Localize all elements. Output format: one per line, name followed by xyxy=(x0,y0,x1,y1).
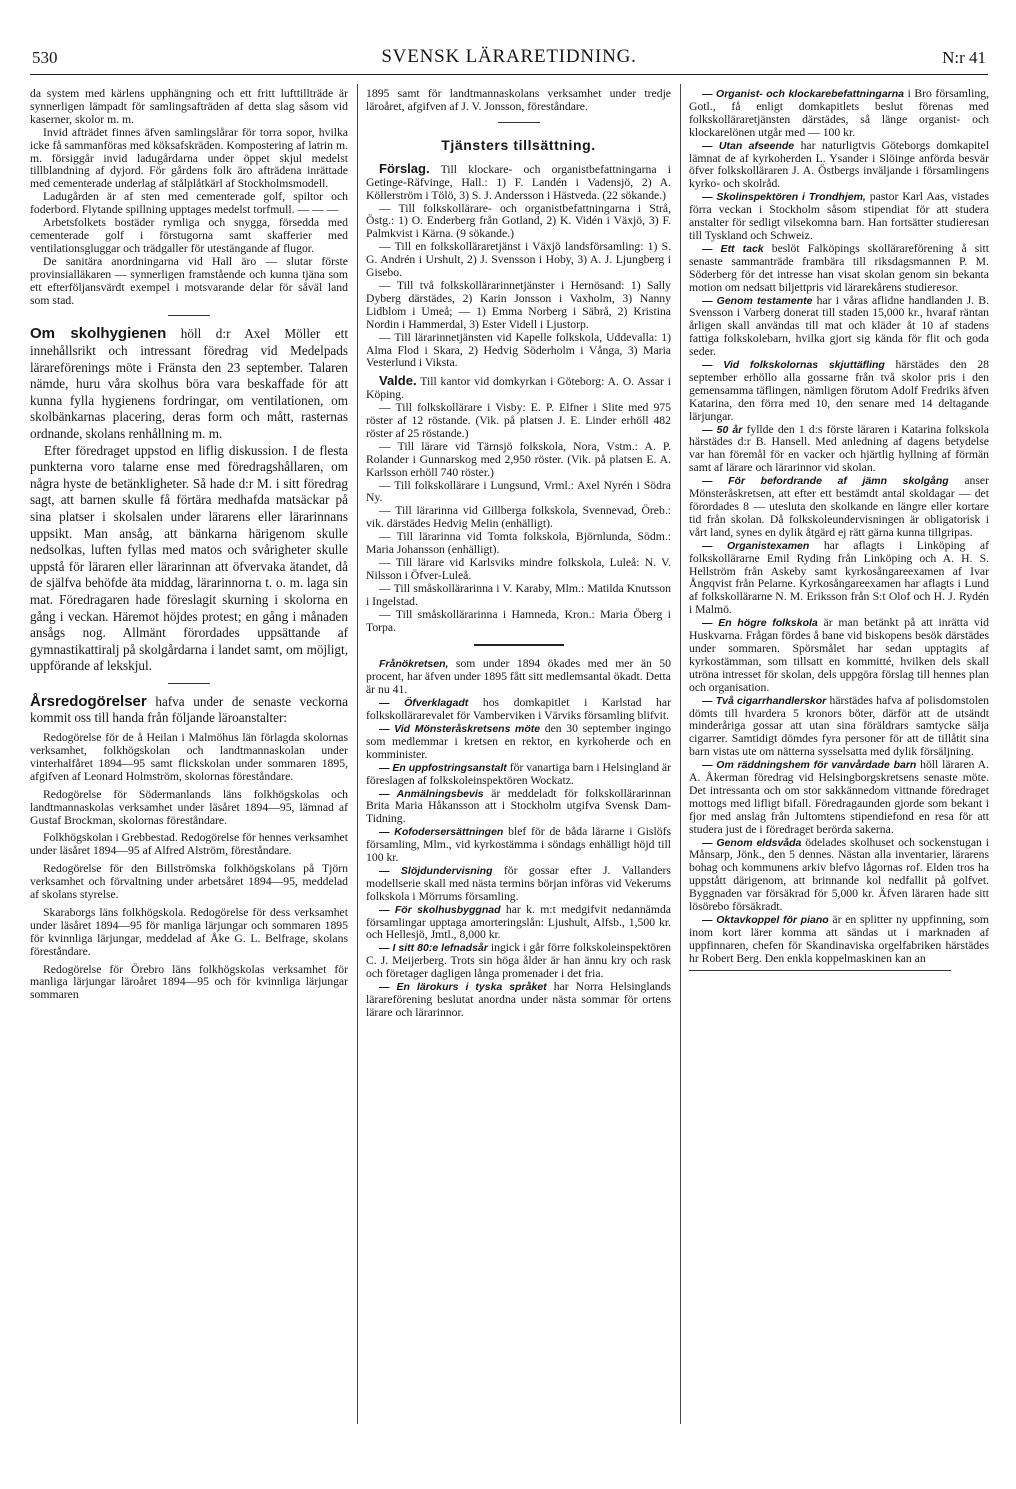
news-item xyxy=(689,759,989,836)
news-text: är man betänkt på att inrätta vid Huskvarna. Frågan fördes å bane vid biskopens besök därstädes under sommaren. Spörsmålet har sedan upptagits af kyrkostämman, som tillsatt en kommitté, hvilken dels skall utröna intresset för skolan, dels uppgöra förslag till hennes plan och organisation. xyxy=(689,616,989,694)
report-entry: Skaraborgs läns folkhögskola. Redogörelse för dess verksamhet under läsåret 1894—95 för manliga lärjungar och sommaren 1895 för kvinnliga lärjungar, meddelad af Åke G. L. Belfrage, skolans föreståndare. xyxy=(30,905,348,958)
appointment-entry: — Till lärare vid Tärnsjö folkskola, Nora, Vstm.: A. P. Rolander i Gunnarskog med 2,950 röster. (Vik. på platsen E. A. Karlsson erhöll 740 röster.) xyxy=(366,439,671,479)
section-divider xyxy=(168,315,210,316)
publication-title: SVENSK LÄRARETIDNING. xyxy=(381,46,637,67)
news-item xyxy=(689,140,989,192)
section-divider-thick xyxy=(474,644,564,646)
news-item xyxy=(689,295,989,360)
report-entry: Redogörelse för de å Heilan i Malmöhus län förlagda skolornas verksamhet, folkhögskolan och landtmannaskolan under vinterhalfåret 1894—95 samt flickskolan under sommaren 1895, afgifven af Leonard Holmström, skolornas föreståndare. xyxy=(30,731,348,783)
news-text: har aflagts i Linköping af folkskollärarne Emil Ryding från Linköping och A. H. S. Hellström från Askeby samt kyrkosångareexamen af Ivar Ångqvist från Pelarne. Kyrkosångareexamen har aflagts i Lund af folkskollärarne N. M. Eriksson från S:t Olof och H. J. Rydén i Malmö. xyxy=(689,538,989,617)
news-text: ödelades skolhuset och sockenstugan i Månsarp, Jönk., den 5 dennes. Nästan alla inventarier, lärarens bohag och kommunens arkiv blefvo lågornas rof. Elden tros ha uppstått därigenom, att brinnande kol nedfallit på golfvet. Byggnaden var försäkrad för 5,000 kr. Äfven läraren hade sitt lösörebo försäkradt. xyxy=(689,835,989,914)
news-item xyxy=(689,540,989,617)
news-item xyxy=(689,617,989,694)
paragraph: 1895 samt för landtmannaskolans verksamhet under tredje läroåret, afgifven af J. V. Jonsson, föreståndare. xyxy=(366,88,671,113)
news-item xyxy=(689,88,989,140)
column-left xyxy=(30,88,348,1428)
column-divider-1 xyxy=(357,84,358,1424)
news-keyword: — Två cigarrhandlerskor xyxy=(702,694,827,707)
news-keyword: — Oktavkoppel för piano xyxy=(702,914,829,926)
news-text: har Norra Helsinglands lärareförening beslutat anordna under nästa sommar för ortens lärare och lärarinnor. xyxy=(366,980,671,1019)
section-heading: Tjänsters tillsättning. xyxy=(441,136,596,153)
article-arsredogorelser xyxy=(30,694,348,727)
news-item xyxy=(366,723,671,762)
news-text: pastor Karl Aas, vistades förra veckan i Stockholm såsom stipendiat för att studera anstalter för sedligt vilsekomna barn. Han fortsätter studieresan till Tyskland och Schweiz. xyxy=(689,190,989,242)
entry-text: Till kantor vid domkyrkan i Göteborg: A. O. Assar i Köping. xyxy=(366,375,671,402)
news-text: är meddeladt för folkskollärarinnan Brita Maria Håkansson att i Stockholm utgifva Svensk Dam-Tidning. xyxy=(366,786,671,826)
news-item xyxy=(366,942,671,981)
article-skolhygienen xyxy=(30,326,348,442)
paragraph: Arbetsfolkets bostäder rymliga och snygga, försedda med cementerade golf i förstugorna samt skafferier med ventilationsgluggar och trädgaller för utestängande af flugor. xyxy=(30,216,348,255)
news-item xyxy=(689,914,989,966)
news-item xyxy=(366,904,671,943)
article-text: hafva under de senaste veckorna kommit oss till handa från följande läroanstalter: xyxy=(30,693,348,726)
news-text: den 30 september ingingo som medlemmar i kretsen en rektor, en kyrkoherde och en komminister. xyxy=(366,721,671,761)
news-keyword: — Öfverklagadt xyxy=(379,697,469,710)
entry-lead: Förslag. xyxy=(379,160,430,176)
appointment-entry: — Till folkskollärare- och organistbefattningarna i Strå, Östg.: 1) O. Enderberg från Gotland, 2) K. Vidén i Växjö, 3) F. Palmkvist i Kärna. (9 sökande.) xyxy=(366,201,671,241)
news-item xyxy=(689,475,989,540)
news-text: härstädes hafva af polisdomstolen dömts till hvardera 5 kronors böter, därför att de utsändt minderåriga gossar att utan sina föräldrars samtycke sälja cigarrer. Samtidigt dömdes fyra personer för att de tillåtit sina barn vistas ute om nätterna sysselsatta med dylik försäljning. xyxy=(689,693,989,759)
news-keyword: — Vid folkskolornas skjuttäfling xyxy=(702,359,885,372)
news-keyword: — 50 år xyxy=(702,423,743,436)
report-entry: Folkhögskolan i Grebbestad. Redogörelse för hennes verksamhet under läsåret 1894—95 af Alfred Alström, föreståndare. xyxy=(30,831,348,858)
appointment-entry: — Till lärarinna vid Tomta folkskola, Björnlunda, Södm.: Maria Johansson (enhälligt). xyxy=(366,530,671,557)
news-keyword: — Slöjdundervisning xyxy=(379,864,493,877)
news-text: i Bro församling, Gotl., få enligt domkapitlets beslut förenas med folkskolläraretjänsten därstädes, så länge organist- och klockarelönen utgår med — 100 kr. xyxy=(689,88,989,139)
news-keyword: — Genom eldsvåda xyxy=(702,836,802,849)
news-item xyxy=(366,697,671,723)
appointment-entry: — Till småskollärarinna i V. Karaby, Mlm.: Matilda Knutsson i Ingelstad. xyxy=(366,581,671,608)
article-lead: Årsredogörelser xyxy=(30,692,147,710)
news-keyword: — Vid Mönsteråskretsens möte xyxy=(379,722,541,735)
news-text: som under 1894 ökades med mer än 50 procent, har äfven under 1895 fått sitt medlemsantal ökadt. Detta är nu 41. xyxy=(366,657,671,697)
entry-lead: Valde. xyxy=(379,373,417,389)
news-item xyxy=(689,243,989,295)
news-text: höll läraren A. A. Åkerman föredrag vid Helsingborgskretsens senaste möte. Det intressanta och om stor sakkännedom vittnande föredraget mottogs med lifligt bifall. Föredragaunden gjorde som bekant i fjor med anslag från Jultomtens stipendiefond en resa för att studera just de i föredraget berörda sakerna. xyxy=(689,758,989,836)
paragraph: Efter föredraget uppstod en liflig diskussion. I de flesta punkterna voro talarne ense med föredragshållaren, om några hyste de betänkligheter. Så hade d:r M. i sitt föredrag sagt, att barnen skulle få förtära medhafda matsäckar på sina platser i skolsalen under lärarens eller lärarinnans uppsikt. Man ansåg, att bänkarna härigenom skulle nedsolkas, luften fyllas med matos och svårigheter skulle uppstå för läraren eller lärarinnan att öfvervaka ätandet, då de själfva behöfde äta middag, lärarinnorna t. o. m. laga sin mat. Föredragaren hade föreslagit skurning i skolorna en gång i veckan. Häremot höjdes protest; en gång i månaden ansågs nog. Allmänt förordades uppsättande af gymnastikattiralj på skolgårdarna i landet samt, om möjligt, uppförande af lekskjul. xyxy=(30,442,348,674)
article-lead: Om skolhygienen xyxy=(30,325,167,343)
entry-valde xyxy=(366,375,671,402)
news-item xyxy=(366,788,671,827)
news-text: har naturligtvis Göteborgs domkapitel lämnat de af kyrkoherden L. Ysander i Slöinge anförda besvär öfver folkskolläraren J. A. Östbergs inväljande i församlingens kyrko- och skolråd. xyxy=(689,138,989,191)
news-keyword: — Utan afseende xyxy=(702,139,795,152)
page-header xyxy=(30,44,988,75)
news-item xyxy=(689,837,989,914)
news-keyword: — För skolhusbyggnad xyxy=(379,903,501,916)
news-keyword: — Organist- och klockarebefattningarna xyxy=(702,88,905,100)
news-keyword: — En uppfostringsanstalt xyxy=(379,761,507,774)
news-item xyxy=(366,865,671,904)
news-keyword: — En lärokurs i tyska språket xyxy=(379,981,547,994)
appointment-entry: — Till lärarinnetjänsten vid Kapelle folkskola, Uddevalla: 1) Alma Flod i Skara, 2) Hedvig Söderholm i Vånga, 3) Maria Vesterlund i Viksta. xyxy=(366,330,671,370)
news-keyword: — Anmälningsbevis xyxy=(379,787,484,800)
news-item xyxy=(689,695,989,760)
column-divider-2 xyxy=(680,84,681,1424)
news-item xyxy=(366,658,671,697)
report-entry: Redogörelse för Södermanlands läns folkhögskolas och landtmannaskolas verksamhet under läsåret 1894—95, lämnad af Gustaf Brockman, skolornas föreståndare. xyxy=(30,787,348,827)
news-text: beslöt Falköpings skollärareförening å sitt senaste sammanträde frambära till riksdagsmannen P. M. Söderberg för det intresse han visat skolan genom sin bekanta motion om nedsatt biljettpris vid lärarekårens studieresor. xyxy=(689,241,989,294)
section-divider xyxy=(168,683,210,684)
paragraph: De sanitära anordningarna vid Hall äro — slutar förste provinsialläkaren — synnerligen framstående och kunna tjäna som ett efterföljansvärdt exempel i motsvarande delar för såväl land som stad. xyxy=(30,254,348,307)
news-keyword: — För befordrande af jämn skolgång xyxy=(702,475,949,488)
news-text: har i våras aflidne handlanden J. B. Svensson i Varberg donerat till staden 15,000 kr., hvaraf räntan årligen skall användas till mat och kläder åt 10 af stadens fattiga folkskolebarn, hvilka gjort sig kända för flit och goda seder. xyxy=(689,293,989,359)
news-keyword: — Om räddningshem för vanvårdade barn xyxy=(702,759,917,772)
news-keyword: — Organistexamen xyxy=(702,539,810,552)
news-keyword: — Genom testamente xyxy=(702,294,813,307)
news-text: anser Mönsteråskretsen, att efter ett bestämdt antal skoldagar — det förordades 8 — utesluta den skolkande en längre eller kortare tid från skolan. Då folkskoleundervisningen är obligatorisk i vårt land, synes en dylik åtgärd ej rätt gärna kunna tillgripas. xyxy=(689,474,989,539)
news-item xyxy=(366,826,671,865)
report-entry: Redogörelse för den Billströmska folkhögskolans på Tjörn verksamhet och förvaltning under arbetsåret 1894—95, meddelad af skolans styrelse. xyxy=(30,862,348,902)
news-text: för vanartiga barn i Helsingland är föreslagen af folkskoleinspektören Wockatz. xyxy=(366,760,671,787)
news-keyword: — Skolinspektören i Trondhjem, xyxy=(702,191,866,204)
news-text: fyllde den 1 d:s förste läraren i Katarina folkskola härstädes d:r B. Hansell. Med anledning af dagens betydelse var han föremål för en vacker och hjärtlig hyllning af förmän samt af lärare och lärarinnor vid skolan. xyxy=(689,422,989,475)
issue-number: N:r 41 xyxy=(942,48,986,67)
appointment-entry: — Till lärarinna vid Gillberga folkskola, Svennevad, Öreb.: vik. därstädes Hedvig Melin (enhälligt). xyxy=(366,504,671,531)
paragraph: Ladugården är af sten med cementerade golf, spiltor och foderbord. Flytande spillning upptages medelst torfmull. — — — xyxy=(30,190,348,217)
appointment-entry: — Till småskollärarinna i Hamneda, Kron.: Maria Öberg i Torpa. xyxy=(366,607,671,634)
article-text: höll d:r Axel Möller ett innehållsrikt och intressant föredrag vid Medelpads lärareförenings möte i Fränsta den 23 september. Talaren nämde, huru våra skolhus böra vara beskaffade för att kunna fylla hygienens fordringar, om ventilationen, om skolbänkarnas placering, deras form och mått, rasternas ordnande, skolans renhållning m. m. xyxy=(30,326,348,441)
section-divider xyxy=(498,122,540,123)
news-text: har k. m:t medgifvit nedannämda församlingar upptaga amorteringslån: Ljushult, Alfsb., 1,500 kr. och Hellesjö, Jmtl., 8,000 kr. xyxy=(366,902,671,942)
entry-text: Till klockare- och organistbefattningarna i Getinge-Räfvinge, Hall.: 1) F. Landén i Vadensjö, 2) A. Köllerström i Tölö, 3) S. J. Andersson i Hästveda. (22 sökande.) xyxy=(366,162,671,202)
news-item xyxy=(689,359,989,424)
paragraph: da system med kärlens upphängning och ett fritt lufttillträde är synnerligen lämpadt för samlingsafträden af detta slag såsom vid kaserner, skolor m. m. xyxy=(30,88,348,126)
paragraph: Invid afträdet finnes äfven samlingslårar för torra sopor, hvilka icke få sammanföras med köksafskräden. Kompostering af latrin m. m. försiggår invid ladugårdarna under öppet skjul medelst tillblandning af dyjord. För gårdens folk äro afträdena inrättade med cementerade underlag af stålplåtkärl af Stockholmsmodell. xyxy=(30,125,348,191)
news-text: ingick i går förre folkskoleinspektören C. J. Meijerberg. Trots sin höga ålder är han ännu kry och rask och företager dagligen långa promenader i det fria. xyxy=(366,941,671,981)
news-keyword: — Ett tack xyxy=(702,242,764,255)
appointment-entry: — Till folkskollärare i Visby: E. P. Elfner i Slite med 975 röster af 12 röstande. (Vik. på platsen J. E. Linder erhöll 482 röster af 25 röstande.) xyxy=(366,401,671,440)
column-end-rule xyxy=(689,970,951,971)
appointment-entry: — Till lärare vid Karlsviks mindre folkskola, Luleå: N. V. Nilsson i Öfver-Luleå. xyxy=(366,556,671,582)
news-keyword: — Kofodersersättningen xyxy=(379,826,504,839)
appointment-entry: — Till två folkskollärarinnetjänster i Hernösand: 1) Sally Dyberg därstädes, 2) Karin Jonsson i Vaxholm, 3) Nanny Lidblom i Umeå; — 1) Emma Norberg i Säbrå, 2) Kristina Nordin i Hammerdal, 3) Ester Videll i Ljustorp. xyxy=(366,278,671,331)
news-item xyxy=(689,191,989,243)
report-entry: Redogörelse för Örebro läns folkhögskolas verksamhet för manliga lärjungar läroåret 1894—95 och för kvinnliga lärjungar sommaren xyxy=(30,962,348,1002)
news-keyword: — En högre folkskola xyxy=(702,617,818,630)
column-middle xyxy=(366,88,671,1428)
news-text: blef för de båda lärarne i Gislöfs församling, Mlm., vid kyrkostämma i söndags enhälligt höjd till 100 kr. xyxy=(366,825,671,865)
news-item xyxy=(366,981,671,1020)
news-keyword: Frånökretsen, xyxy=(379,658,449,671)
news-text: för gossar efter J. Vallanders modellserie skall med nästa termins början införas vid Vekerums folkskola i Mörrums församling. xyxy=(366,863,671,903)
news-keyword: — I sitt 80:e lefnadsår xyxy=(379,942,488,955)
appointment-entry: — Till en folkskolläraretjänst i Växjö landsförsamling: 1) S. G. Andrén i Urshult, 2) J. Svensson i Hoby, 3) A. J. Ljungberg i Gisebo. xyxy=(366,240,671,280)
entry-forslag xyxy=(366,160,671,203)
news-item xyxy=(366,762,671,788)
news-text: hos domkapitlet i Karlstad har folkskollärarevalet för Vamberviken i Värviks församling blifvit. xyxy=(366,696,671,723)
news-text: härstädes den 28 september erhöllo alla gossarne från två skolor pris i den gemensamma täflingen, nämligen förutom Adolf Fredriks äfven Katarina, den förra med 10, den senare med 14 deltagande lärjungar. xyxy=(689,358,989,423)
column-right xyxy=(689,88,989,1428)
news-item xyxy=(689,424,989,476)
page-number: 530 xyxy=(32,48,58,67)
news-text: är en splitter ny uppfinning, som inom kort lärer komma att sändas ut i marknaden af uppfinnaren, chefen för Skandinaviska orgelfabriken härstädes hr Robert Berg. Den enkla koppelmaskinen kan an xyxy=(689,913,989,965)
appointment-entry: — Till folkskollärare i Lungsund, Vrml.: Axel Nyrén i Södra Ny. xyxy=(366,478,671,505)
